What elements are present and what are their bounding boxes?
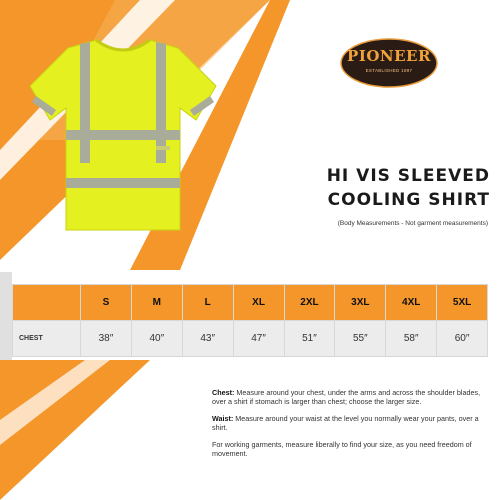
chest-value-cell: 43″ xyxy=(182,321,233,357)
chest-value-cell: 51″ xyxy=(284,321,335,357)
waist-instruction-label: Waist: xyxy=(212,413,234,423)
measurement-note: (Body Measurements - Not garment measurements) xyxy=(337,220,488,227)
size-header-cell: 5XL xyxy=(437,285,488,321)
size-header-cell: 2XL xyxy=(284,285,335,321)
size-header-cell: S xyxy=(81,285,132,321)
pioneer-logo xyxy=(340,38,438,88)
chest-value-cell: 40″ xyxy=(131,321,182,357)
table-side-strip xyxy=(0,272,12,360)
size-header-cell: 4XL xyxy=(386,285,437,321)
chest-instruction-label: Chest: xyxy=(212,388,235,397)
measurement-instructions xyxy=(212,388,490,465)
brand-name: PIONEER xyxy=(347,47,431,65)
chest-row xyxy=(13,321,488,357)
waist-instruction xyxy=(212,414,490,433)
row-label-chest: CHEST xyxy=(13,321,81,357)
size-header-cell: 3XL xyxy=(335,285,386,321)
chest-value-cell: 55″ xyxy=(335,321,386,357)
size-header-cell: L xyxy=(182,285,233,321)
product-title-line1: HI VIS SLEEVED xyxy=(326,166,490,186)
table-corner-cell xyxy=(13,285,81,321)
brand-tagline: ESTABLISHED 1897 xyxy=(365,68,413,73)
chest-value-cell: 38″ xyxy=(81,321,132,357)
working-garment-instruction: For working garments, measure liberally to find your size, as you need freedom of movement. xyxy=(212,439,472,459)
chest-value-cell: 60″ xyxy=(437,321,488,357)
product-title-line2: COOLING SHIRT xyxy=(327,190,490,210)
chest-value-cell: 47″ xyxy=(233,321,284,357)
waist-instruction-text: Measure around your waist at the level you normally wear your pants, over a shirt. xyxy=(212,413,479,433)
shirt-icon xyxy=(28,38,218,233)
size-header-cell: M xyxy=(131,285,182,321)
chest-value-cell: 58″ xyxy=(386,321,437,357)
chest-instruction-text: Measure around your chest, under the arms and across the shoulder blades, over a shirt if stomach is larger than chest; choose the larger size. xyxy=(212,388,481,407)
size-header-cell: XL xyxy=(233,285,284,321)
size-chart-table xyxy=(12,284,488,357)
hi-vis-shirt-image xyxy=(28,38,218,233)
chest-instruction xyxy=(212,388,490,407)
size-header-row xyxy=(13,285,488,321)
